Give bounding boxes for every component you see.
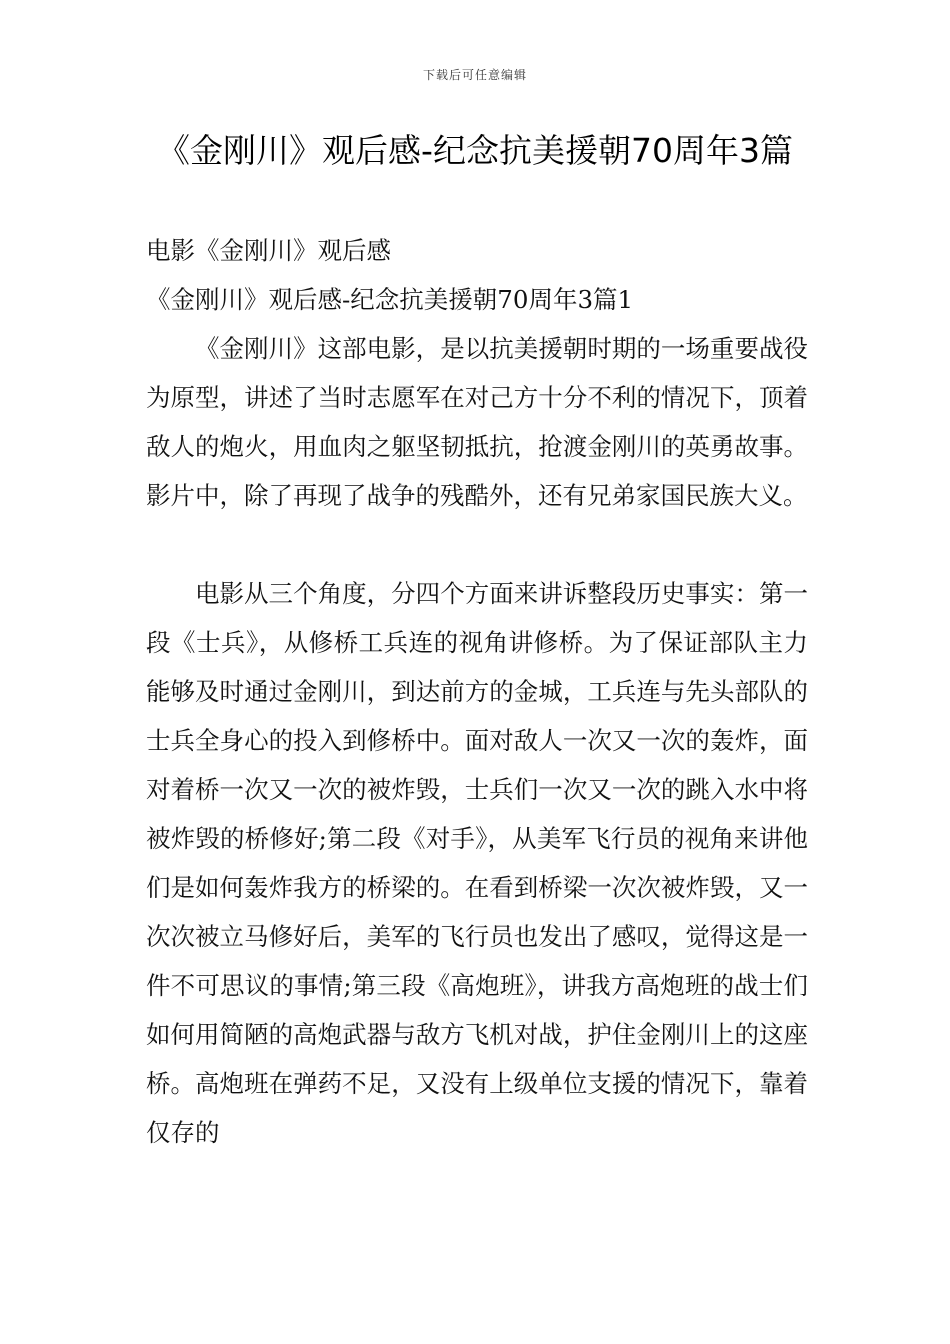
document-title: 《金刚川》观后感-纪念抗美援朝70周年3篇 — [157, 131, 793, 170]
subheading-part-1: 《金刚川》观后感-纪念抗美援朝70周年3篇1 — [146, 285, 634, 314]
paragraph-intro: 《金刚川》这部电影，是以抗美援朝时期的一场重要战役为原型，讲述了当时志愿军在对己方十分不利的情况下，顶着敌人的炮火，用血肉之躯坚韧抵抗，抢渡金刚川的英勇故事。影片中，除了再现了战争的残酷外，还有兄弟家国民族大义。 — [146, 334, 808, 510]
document-body — [146, 226, 808, 1157]
paragraph-structure: 电影从三个角度，分四个方面来讲诉整段历史事实：第一段《士兵》，从修桥工兵连的视角讲修桥。为了保证部队主力能够及时通过金刚川，到达前方的金城，工兵连与先头部队的士兵全身心的投入到修桥中。面对敌人一次又一次的轰炸，面对着桥一次又一次的被炸毁，士兵们一次又一次的跳入水中将被炸毁的桥修好;第二段《对手》，从美军飞行员的视角来讲他们是如何轰炸我方的桥梁的。在看到桥梁一次次被炸毁，又一次次被立马修好后，美军的飞行员也发出了感叹，觉得这是一件不可思议的事情;第三段《高炮班》，讲我方高炮班的战士们如何用简陋的高炮武器与敌方飞机对战，护住金刚川上的这座桥。高炮班在弹药不足，又没有上级单位支援的情况下，靠着仅存的 — [146, 579, 808, 1147]
header-note: 下载后可任意编辑 — [422, 68, 527, 82]
subheading-movie-review: 电影《金刚川》观后感 — [146, 236, 391, 265]
paragraph-spacer — [146, 520, 808, 569]
